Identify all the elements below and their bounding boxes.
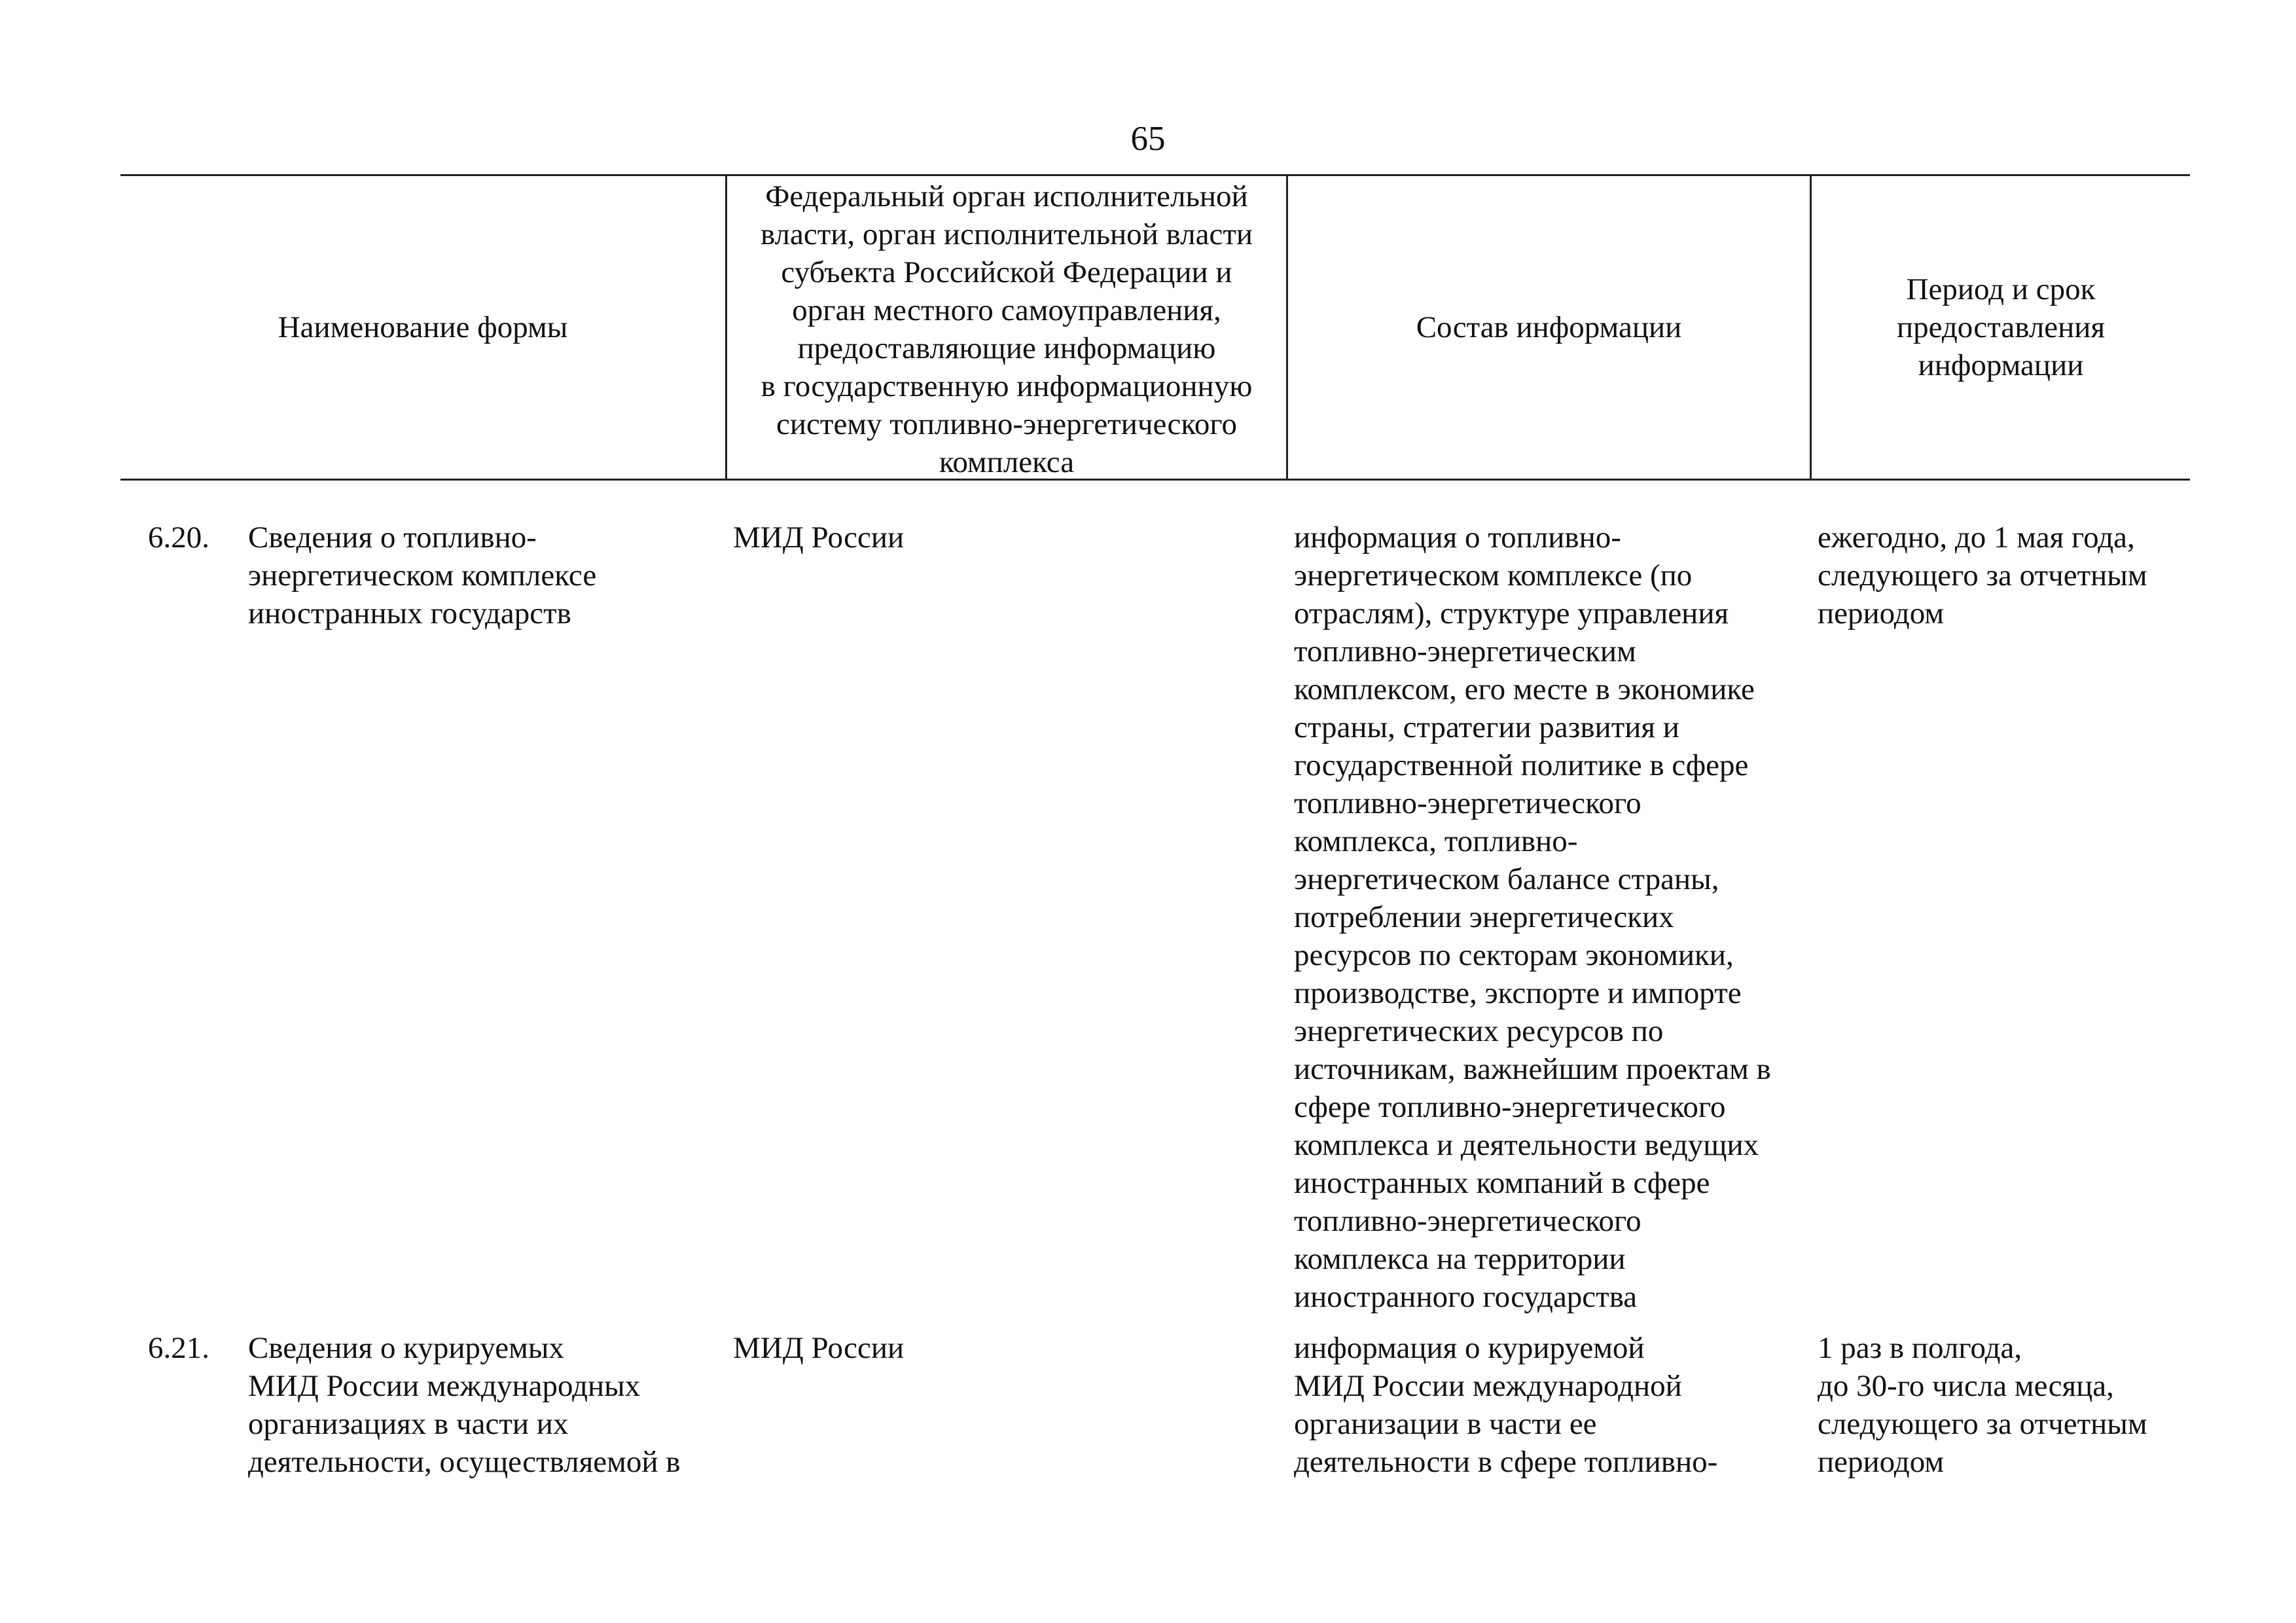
row-form-name: Сведения о курируемых МИД России международных организациях в части их деятельности, осуществляемой в [248, 1331, 681, 1479]
row-content: информация о топливно- энергетическом комплексе (по отраслям), структуре управления топливно-энергетическим комплексом, его месте в экономике страны, стратегии развития и государственной политике в сфере топливно-энергетического комплекса, топливно- энергетическом балансе страны, потреблении энергетических ресурсов по секторам экономики, производстве, экспорте и импорте энергетических ресурсов по источникам, важнейшим проектам в сфере топливно-энергетического комплекса и деятельности ведущих иностранных компаний в сфере топливно-энергетического комплекса на территории иностранного государства [1294, 520, 1771, 1314]
header-content: Состав информации [1416, 310, 1682, 344]
row-provider: МИД России [733, 1331, 905, 1365]
header-provider: Федеральный орган исполнительной власти, орган исполнительной власти субъекта Российской Федерации и орган местного самоуправления, предоставляющие информацию в государственную информационную систему топливно-энергетического комплекса [760, 179, 1253, 479]
row-form-name: Сведения о топливно- энергетическом комплексе иностранных государств [248, 520, 597, 630]
page-number: 65 [1130, 120, 1166, 158]
row-period: ежегодно, до 1 мая года, следующего за отчетным периодом [1818, 520, 2147, 630]
row-number: 6.20. [148, 520, 209, 555]
header-period: Период и срок предоставления информации [1896, 272, 2106, 382]
row-provider: МИД России [733, 520, 905, 555]
row-period: 1 раз в полгода, до 30-го числа месяца, следующего за отчетным периодом [1818, 1331, 2147, 1479]
row-number: 6.21. [148, 1331, 209, 1365]
row-content: информация о курируемой МИД России международной организации в части ее деятельности в сфере топливно- [1294, 1331, 1718, 1479]
header-form-name: Наименование формы [278, 310, 568, 344]
